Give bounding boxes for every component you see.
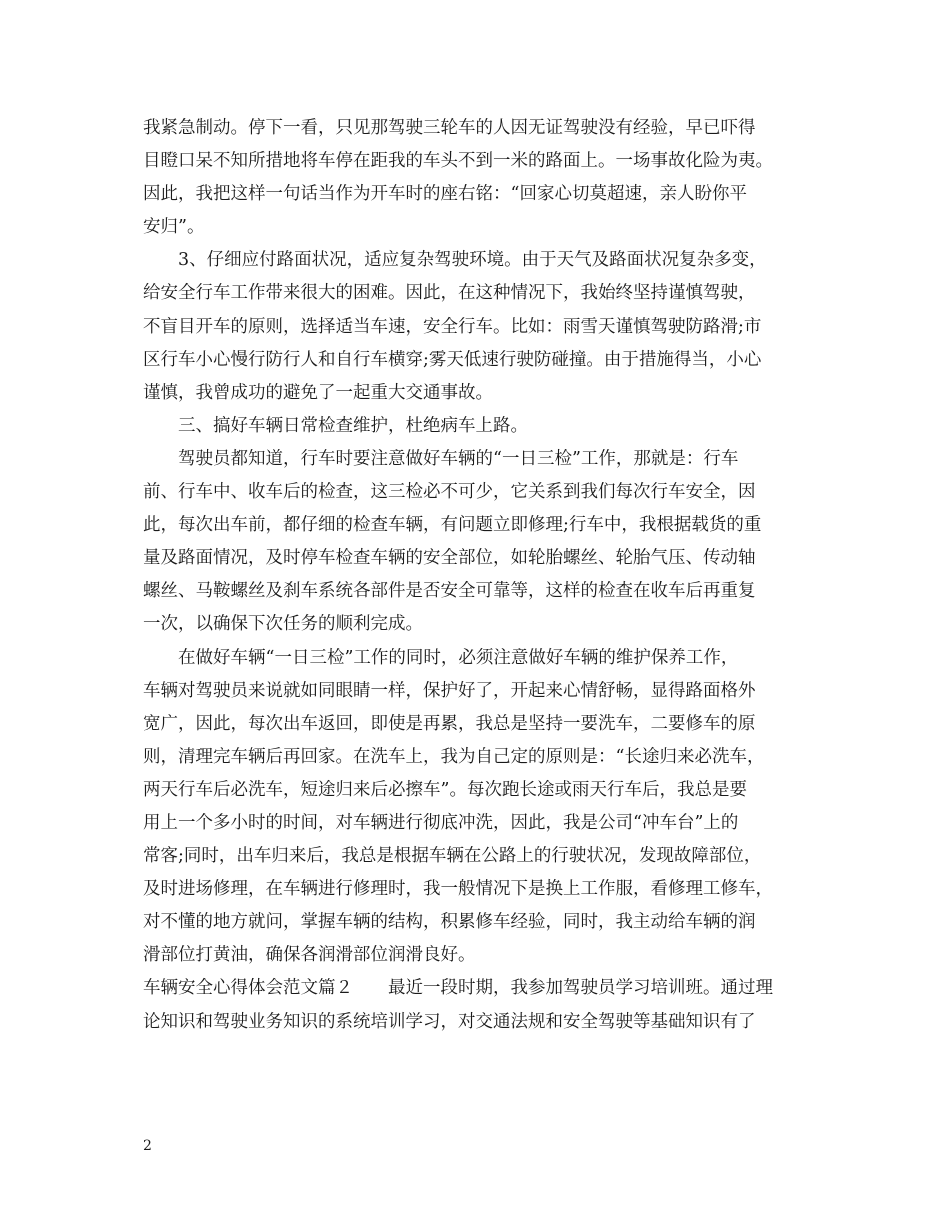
document-body <box>143 112 823 1039</box>
text-line: 谨慎，我曾成功的避免了一起重大交通事故。 <box>143 382 493 403</box>
text-line: 量及路面情况，及时停车检查车辆的安全部位，如轮胎螺丝、轮胎气压、传动轴 <box>143 548 756 569</box>
text-line: 给安全行车工作带来很大的困难。因此，在这种情况下，我始终坚持谨慎驾驶， <box>143 283 756 304</box>
text-line: 论知识和驾驶业务知识的系统培训学习，对交通法规和安全驾驶等基础知识有了 <box>143 1011 756 1032</box>
paragraph-start-line: 驾驶员都知道，行车时要注意做好车辆的“一日三检”工作，那就是：行车 <box>178 448 739 469</box>
text-line: 常客;同时，出车归来后，我总是根据车辆在公路上的行驶状况，发现故障部位， <box>143 846 762 867</box>
text-line: 两天行车后必洗车，短途归来后必擦车”。每次跑长途或雨天行车后，我总是要 <box>143 779 747 800</box>
text-line: 安归”。 <box>143 217 205 238</box>
text-line: 螺丝、马鞍螺丝及刹车系统各部件是否安全可靠等，这样的检查在收车后再重复 <box>143 581 756 602</box>
text-line: 对不懂的地方就问，掌握车辆的结构，积累修车经验，同时，我主动给车辆的润 <box>143 912 756 933</box>
paragraph-start-line: 3、仔细应付路面状况，适应复杂驾驶环境。由于天气及路面状况复杂多变， <box>178 250 767 271</box>
text-line: 用上一个多小时的时间，对车辆进行彻底冲洗，因此，我是公司“冲车台”上的 <box>143 812 739 833</box>
text-line: 滑部位打黄油，确保各润滑部位润滑良好。 <box>143 945 476 966</box>
text-line: 则，清理完车辆后再回家。在洗车上，我为自己定的原则是：“长途归来必洗车， <box>143 746 765 767</box>
text-line: 区行车小心慢行防行人和自行车横穿;雾天低速行驶防碰撞。由于措施得当，小心 <box>143 349 762 370</box>
paragraph-start-line: 在做好车辆“一日三检”工作的同时，必须注意做好车辆的维护保养工作， <box>178 647 739 668</box>
text-line: 不盲目开车的原则，选择适当车速，安全行车。比如：雨雪天谨慎驾驶防路滑;市 <box>143 316 762 337</box>
section-heading: 三、搞好车辆日常检查维护，杜绝病车上路。 <box>178 415 528 436</box>
text-line: 前、行车中、收车后的检查，这三检必不可少，它关系到我们每次行车安全，因 <box>143 482 756 503</box>
text-line: 目瞪口呆不知所措地将车停在距我的车头不到一米的路面上。一场事故化险为夷。 <box>143 151 773 172</box>
article-title-line: 车辆安全心得体会范文篇２ 最近一段时期，我参加驾驶员学习培训班。通过理 <box>143 978 773 999</box>
text-line: 我紧急制动。停下一看，只见那驾驶三轮车的人因无证驾驶没有经验，早已吓得 <box>143 118 756 138</box>
text-line: 宽广，因此，每次出车返回，即使是再累，我总是坚持一要洗车，二要修车的原 <box>143 713 756 734</box>
text-line: 一次，以确保下次任务的顺利完成。 <box>143 614 423 635</box>
text-line: 及时进场修理，在车辆进行修理时，我一般情况下是换上工作服，看修理工修车， <box>143 879 773 900</box>
text-line: 车辆对驾驶员来说就如同眼睛一样，保护好了，开起来心情舒畅，显得路面格外 <box>143 680 756 701</box>
page-number: 2 <box>143 1138 152 1154</box>
text-line: 因此，我把这样一句话当作为开车时的座右铭：“回家心切莫超速，亲人盼你平 <box>143 184 747 205</box>
text-line: 此，每次出车前，都仔细的检查车辆，有问题立即修理;行车中，我根据载货的重 <box>143 515 762 536</box>
